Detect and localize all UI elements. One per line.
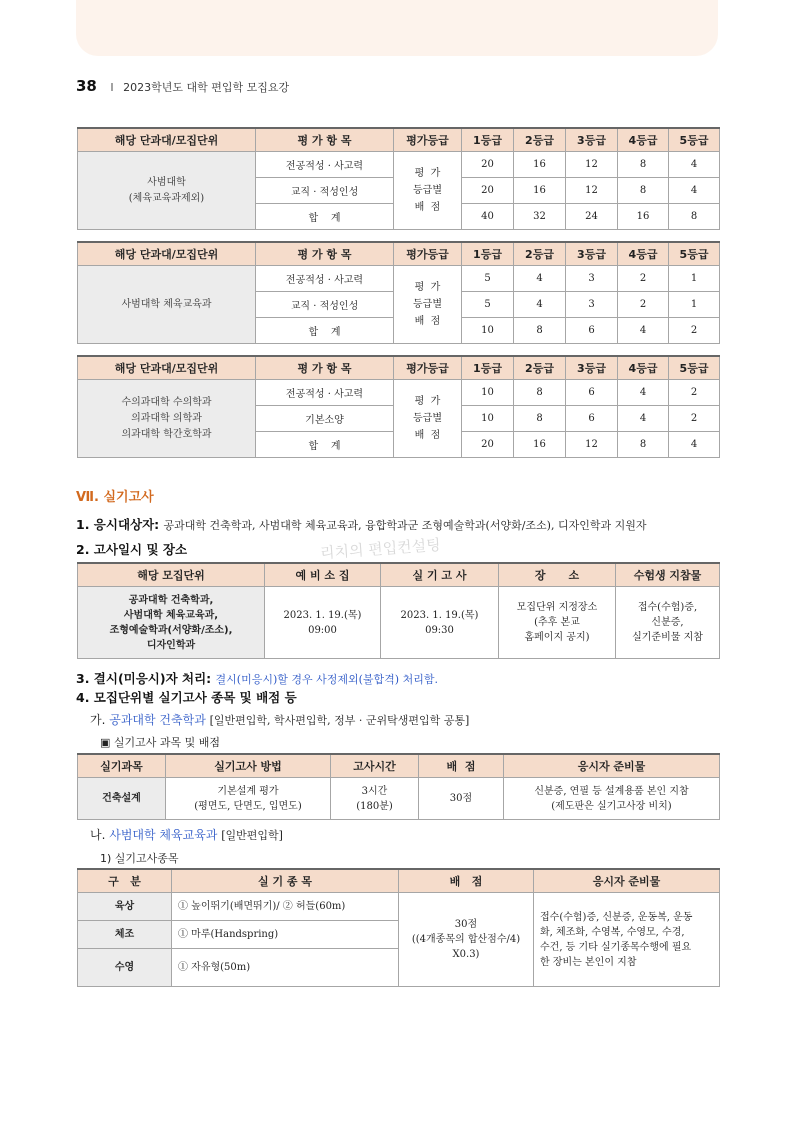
score-value-cell: 10 [462,318,514,344]
score-header-cell: 1등급 [462,128,514,152]
score-table-pe [77,241,720,344]
score-value-cell: 20 [462,152,514,178]
score-item-cell: 교직 · 적성인성 [256,292,394,318]
table-header-cell: 실 기 종 목 [172,869,399,893]
score-value-cell: 4 [669,178,720,204]
score-value-cell: 4 [669,432,720,458]
table-header-cell: 고사시간 [331,754,419,778]
score-value-cell: 1 [669,292,720,318]
score-value-cell: 4 [514,292,566,318]
cell-line: 신분증, [651,617,684,628]
score-value-cell: 12 [566,432,618,458]
score-value-cell: 20 [462,432,514,458]
score-value-cell: 4 [618,318,669,344]
score-value-cell: 5 [462,292,514,318]
pe-score-cell [399,893,534,987]
score-header-cell: 해당 단과대/모집단위 [78,242,256,266]
score-item-cell: 합 계 [256,204,394,230]
score-value-cell: 12 [566,152,618,178]
score-unit-line: 사범대학 체육교육과 [121,298,212,310]
watermark-text: 리치의 편입컨설팅 [319,535,442,563]
pe-event-0: ① 높이뛰기(배면뛰기)/ ② 허들(60m) [172,893,399,921]
grade-label-line: 배 점 [414,316,441,327]
score-table-education [77,127,720,230]
cell-line: (평면도, 단면도, 입면도) [194,800,302,812]
item-2-label: 2. 고사일시 및 장소 [76,542,188,557]
score-header-cell: 5등급 [669,356,720,380]
score-value-cell: 6 [566,318,618,344]
top-decoration-band [76,0,718,56]
item-1 [76,515,646,533]
score-value-cell: 24 [566,204,618,230]
table-header-cell: 실 기 고 사 [381,563,499,587]
score-value-cell: 4 [618,406,669,432]
pe-cat-1: 체조 [78,921,172,949]
score-value-cell: 12 [566,178,618,204]
cell-line: 접수(수험)증, [637,602,698,613]
score-value-cell: 2 [669,406,720,432]
grade-label-line: 평 가 [414,282,441,293]
score-header-cell: 해당 단과대/모집단위 [78,128,256,152]
score-unit-line: 수의과대학 수의학과 [121,396,212,408]
schedule-items-cell [616,587,720,659]
score-value-cell: 16 [514,432,566,458]
cell-line: 홈페이지 공지) [524,632,590,643]
cell-line: (제도판은 실기고사장 비치) [551,800,672,812]
score-item-cell: 합 계 [256,432,394,458]
score-value-cell: 16 [514,178,566,204]
score-value-cell: 8 [618,432,669,458]
item-1-text: 공과대학 건축학과, 사범대학 체육교육과, 융합학과군 조형예술학과(서양화/조소), 디자인학과 지원자 [163,519,647,532]
cell-line: 2023. 1. 19.(목) [400,609,479,621]
pe-prep-cell [534,893,720,987]
schedule-table [77,562,720,659]
arch-prep [504,778,720,820]
pe-cat-0: 육상 [78,893,172,921]
item-4-label: 4. 모집단위별 실기고사 종목 및 배점 등 [76,690,297,705]
table-header-cell: 구 분 [78,869,172,893]
score-value-cell: 20 [462,178,514,204]
score-unit-line: (체육교육과제외) [128,192,205,204]
score-item-cell: 전공적성 · 사고력 [256,380,394,406]
cell-line: 실기준비물 지참 [632,632,703,643]
table-header-row [78,869,720,893]
score-header-row [78,128,720,152]
score-header-cell: 평가등급 [394,356,462,380]
score-row [78,380,720,406]
architecture-exam-table [77,753,720,820]
score-item-cell: 교직 · 적성인성 [256,178,394,204]
score-unit-line: 사범대학 [147,176,186,188]
page-header-title: 2023학년도 대학 편입학 모집요강 [123,81,290,94]
score-value-cell: 2 [618,292,669,318]
arch-score: 30점 [419,778,504,820]
score-header-cell: 평 가 항 목 [256,356,394,380]
sub-na-prefix: 나. [90,828,106,842]
arch-subject: 건축설계 [78,778,166,820]
score-value-cell: 2 [618,266,669,292]
pe-event-1: ① 마루(Handspring) [172,921,399,949]
score-header-cell: 3등급 [566,356,618,380]
score-header-cell: 3등급 [566,128,618,152]
sub-ga-caption: ▣ 실기고사 과목 및 배점 [100,736,221,749]
score-header-cell: 1등급 [462,356,514,380]
grade-label-line: 평 가 [414,168,441,179]
cell-line: 디자인학과 [146,639,196,651]
score-value-cell: 10 [462,406,514,432]
score-header-cell: 4등급 [618,128,669,152]
cell-line: 화, 체조화, 수영복, 수영모, 수경, [540,926,685,938]
score-value-cell: 8 [514,318,566,344]
score-value-cell: 40 [462,204,514,230]
schedule-exam-cell [381,587,499,659]
score-unit-cell [78,266,256,344]
cell-line: 접수(수험)증, 신분증, 운동복, 운동 [540,911,693,923]
table-header-cell: 배 점 [419,754,504,778]
arch-time [331,778,419,820]
score-value-cell: 5 [462,266,514,292]
pe-exam-table [77,868,720,987]
score-table-medical [77,355,720,458]
cell-line: 2023. 1. 19.(목) [283,609,362,621]
cell-line: 09:00 [308,624,337,636]
table-header-cell: 응시자 준비물 [534,869,720,893]
table-header-cell: 해당 모집단위 [78,563,265,587]
score-grade-label-cell [394,380,462,458]
cell-line: 3시간 [361,785,388,797]
grade-label-line: 배 점 [414,202,441,213]
score-value-cell: 2 [669,380,720,406]
cell-line: 30점 [454,919,478,930]
score-header-row [78,242,720,266]
sub-ga [90,711,469,728]
page-header [76,77,289,95]
score-value-cell: 16 [514,152,566,178]
schedule-place-cell [499,587,616,659]
grade-label-line: 배 점 [414,430,441,441]
table-header-cell: 실기고사 방법 [166,754,331,778]
score-value-cell: 8 [514,380,566,406]
score-value-cell: 8 [669,204,720,230]
score-header-cell: 5등급 [669,128,720,152]
score-value-cell: 1 [669,266,720,292]
table-header-cell: 장 소 [499,563,616,587]
score-header-cell: 1등급 [462,242,514,266]
page-number: 38 [76,77,97,95]
score-header-cell: 2등급 [514,242,566,266]
score-value-cell: 3 [566,292,618,318]
score-header-cell: 평 가 항 목 [256,242,394,266]
sub-na-note: [일반편입학] [221,829,283,842]
score-value-cell: 8 [618,152,669,178]
grade-label-line: 평 가 [414,396,441,407]
score-header-cell: 4등급 [618,242,669,266]
table-header-cell: 수험생 지참물 [616,563,720,587]
header-divider: I [110,81,114,94]
section-title: Ⅶ. 실기고사 [76,490,154,505]
score-row [78,152,720,178]
table-header-cell: 예 비 소 집 [265,563,381,587]
schedule-row [78,587,720,659]
score-header-cell: 2등급 [514,128,566,152]
score-header-cell: 2등급 [514,356,566,380]
score-unit-line: 의과대학 의학과 [131,412,202,424]
cell-line: (180분) [356,800,393,812]
score-value-cell: 8 [514,406,566,432]
cell-line: 한 장비는 본인이 지참 [540,956,637,968]
score-header-row [78,356,720,380]
score-item-cell: 합 계 [256,318,394,344]
sub-na [90,826,283,843]
score-item-cell: 기본소양 [256,406,394,432]
sub-na-unit: 사범대학 체육교육과 [109,828,218,842]
score-unit-cell [78,380,256,458]
score-header-cell: 평가등급 [394,242,462,266]
score-header-cell: 해당 단과대/모집단위 [78,356,256,380]
score-value-cell: 6 [566,380,618,406]
score-unit-cell [78,152,256,230]
score-header-cell: 5등급 [669,242,720,266]
cell-line: 신분증, 연필 등 설계용품 본인 지참 [534,785,689,797]
pe-row-0 [78,893,720,921]
pe-event-2: ① 자유형(50m) [172,949,399,987]
score-row [78,266,720,292]
sub-na-caption: 1) 실기고사종목 [100,852,179,865]
cell-line: 수건, 등 기타 실기종목수행에 필요 [540,941,692,953]
cell-line: 모집단위 지정장소 [516,602,598,613]
score-header-cell: 평가등급 [394,128,462,152]
table-header-row [78,563,720,587]
score-grade-label-cell [394,152,462,230]
sub-ga-prefix: 가. [90,713,106,727]
cell-line: (추후 본교 [534,617,580,628]
score-item-cell: 전공적성 · 사고력 [256,152,394,178]
schedule-units-cell [78,587,265,659]
cell-line: 조형예술학과(서양화/조소), [109,624,233,636]
score-value-cell: 10 [462,380,514,406]
architecture-row [78,778,720,820]
table-header-row [78,754,720,778]
sub-ga-unit: 공과대학 건축학과 [109,713,206,727]
table-header-cell: 배 점 [399,869,534,893]
score-unit-line: 의과대학 학간호학과 [121,428,212,440]
score-value-cell: 4 [514,266,566,292]
arch-method [166,778,331,820]
pe-cat-2: 수영 [78,949,172,987]
item-1-label: 1. 응시대상자: [76,517,160,532]
score-header-cell: 3등급 [566,242,618,266]
sub-ga-note: [일반편입학, 학사편입학, 정부 · 군위탁생편입학 공통] [209,714,470,727]
cell-line: ((4개종목의 합산점수/4) [411,934,521,945]
table-header-cell: 응시자 준비물 [504,754,720,778]
table-header-cell: 실기과목 [78,754,166,778]
cell-line: 09:30 [425,624,454,636]
score-value-cell: 32 [514,204,566,230]
score-value-cell: 4 [669,152,720,178]
score-grade-label-cell [394,266,462,344]
score-value-cell: 4 [618,380,669,406]
cell-line: 사범대학 체육교육과, [123,609,219,621]
schedule-prelim-cell [265,587,381,659]
score-item-cell: 전공적성 · 사고력 [256,266,394,292]
grade-label-line: 등급별 [413,299,442,310]
score-value-cell: 2 [669,318,720,344]
score-header-cell: 4등급 [618,356,669,380]
grade-label-line: 등급별 [413,185,442,196]
cell-line: 기본설계 평가 [217,785,279,797]
grade-label-line: 등급별 [413,413,442,424]
item-3 [76,669,438,687]
score-value-cell: 8 [618,178,669,204]
score-value-cell: 3 [566,266,618,292]
item-3-label: 3. 결시(미응시)자 처리: [76,671,212,686]
item-3-text: 결시(미응시)할 경우 사정제외(불합격) 처리함. [215,673,438,686]
cell-line: X0.3) [452,949,480,960]
score-value-cell: 16 [618,204,669,230]
score-header-cell: 평 가 항 목 [256,128,394,152]
score-value-cell: 6 [566,406,618,432]
cell-line: 공과대학 건축학과, [128,594,214,606]
